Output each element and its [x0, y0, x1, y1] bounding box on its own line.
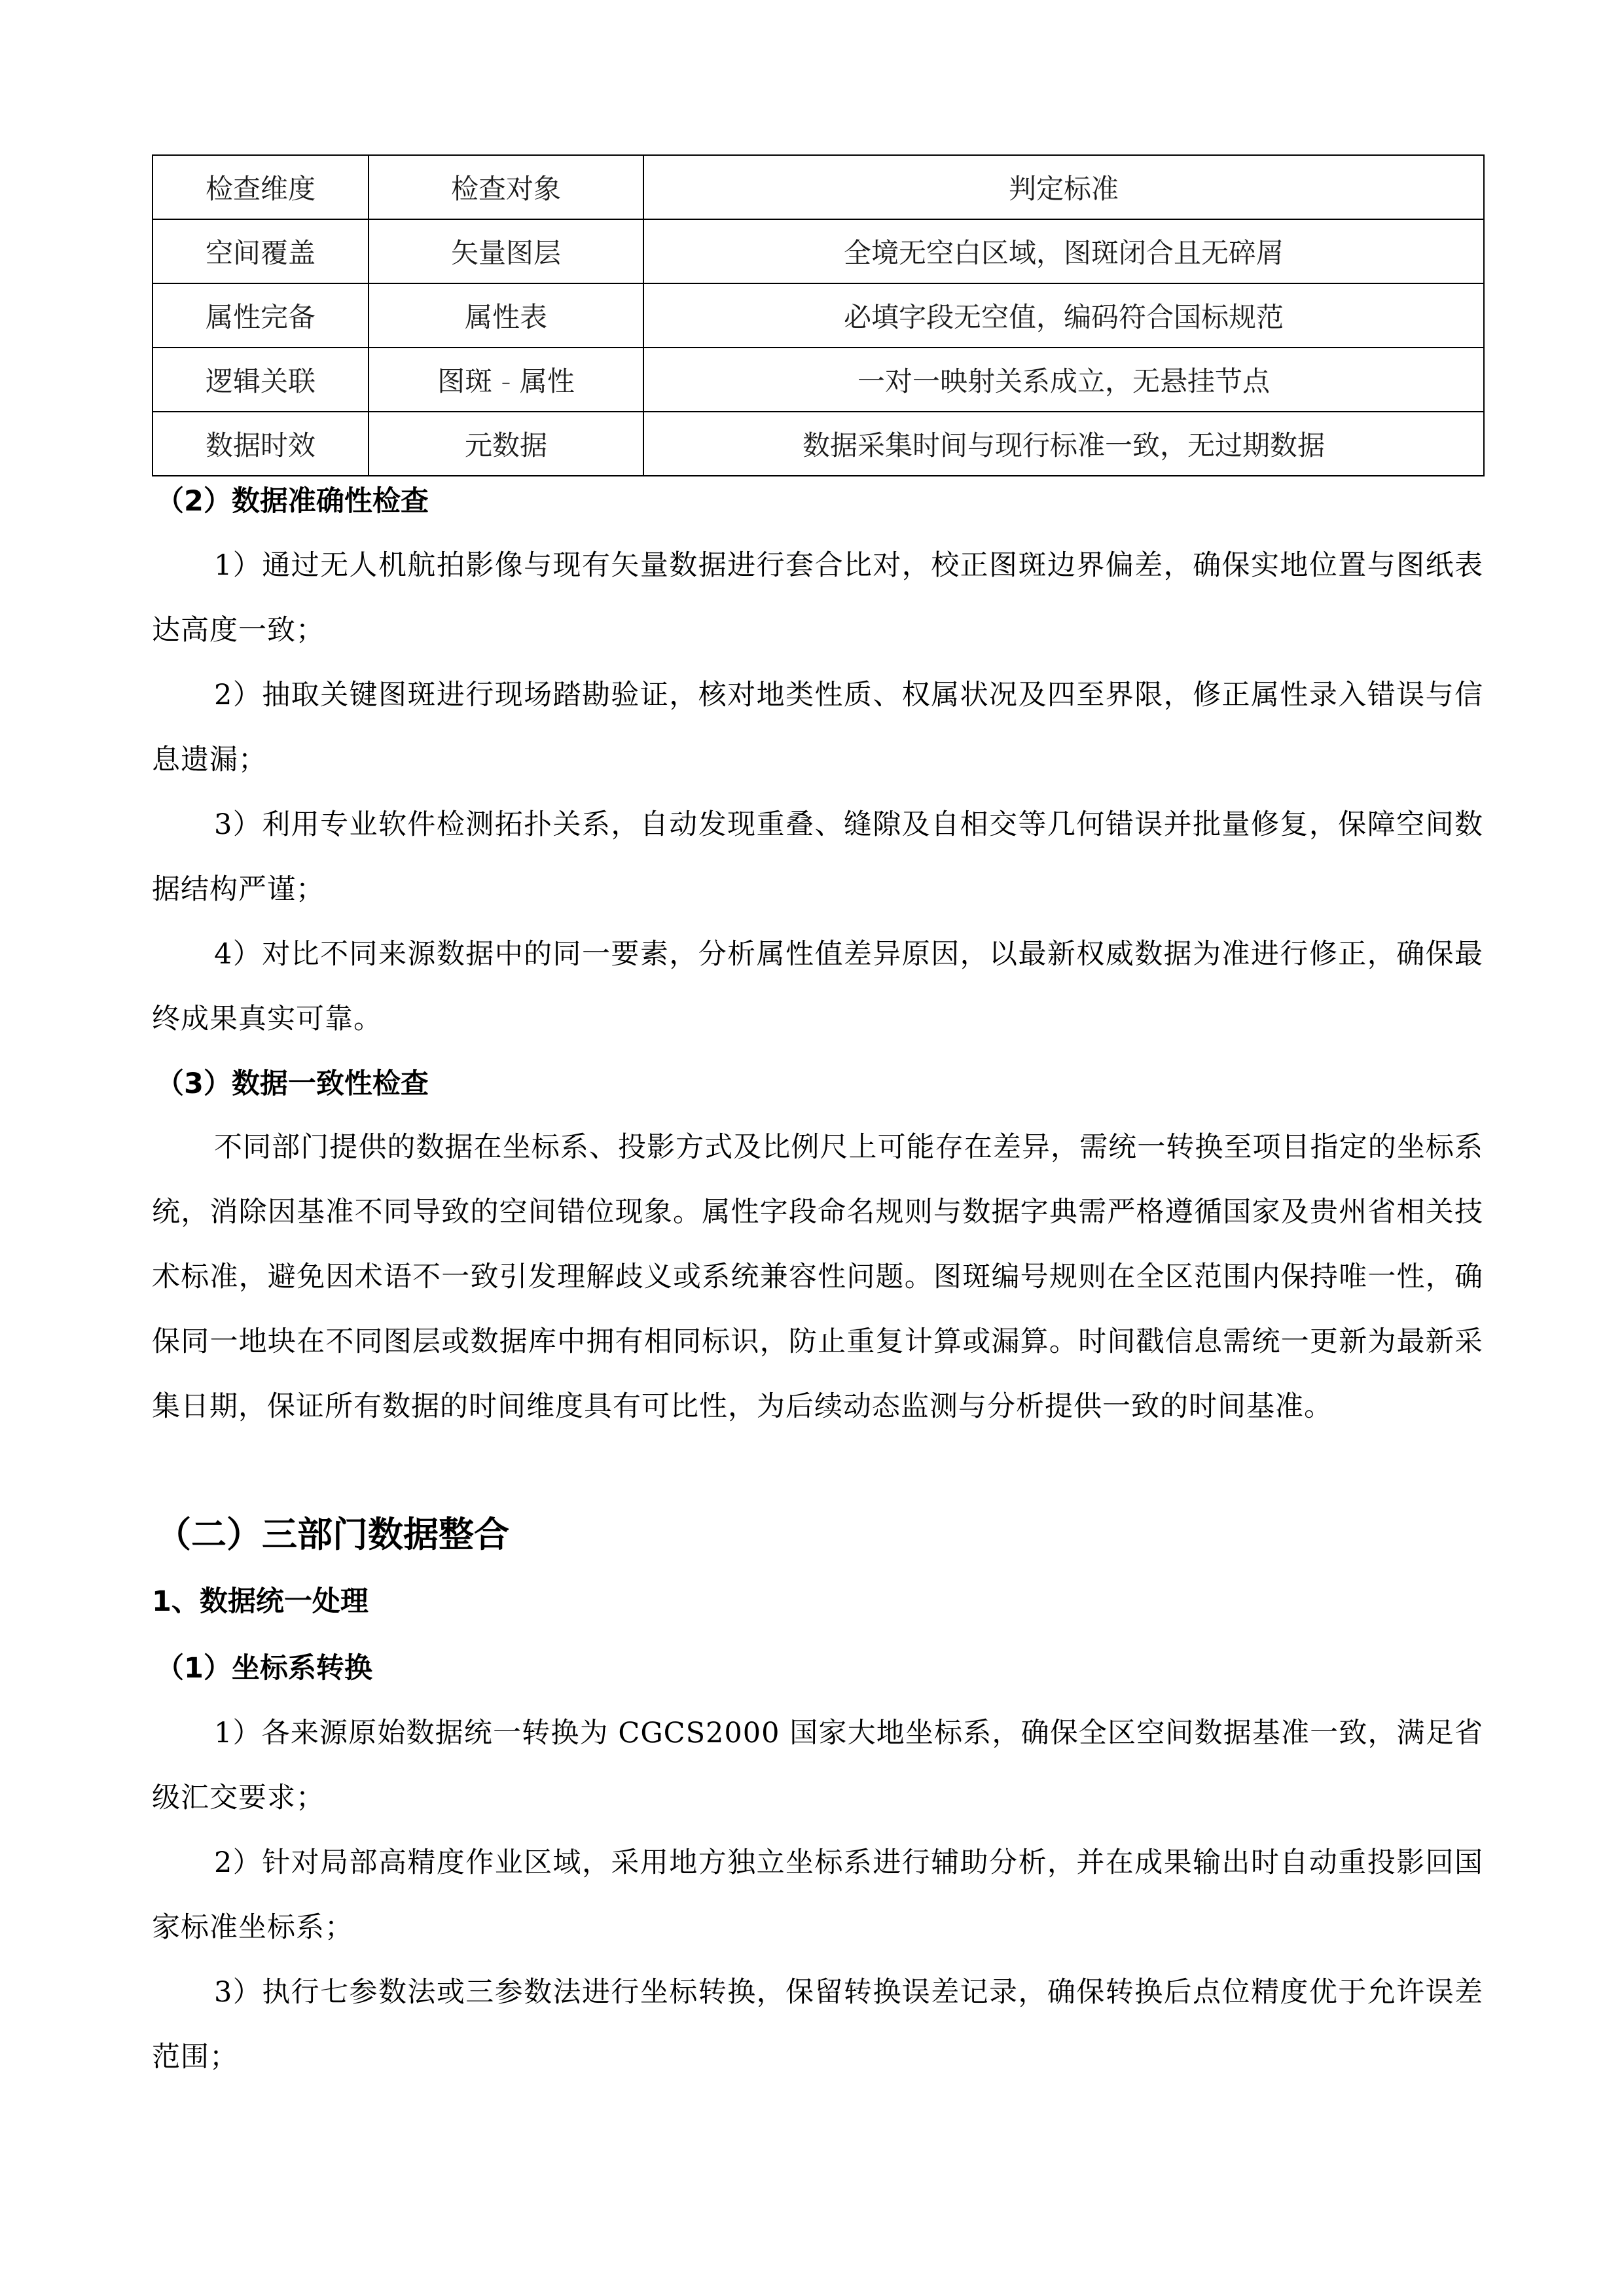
table-header-cell: 检查对象	[369, 155, 643, 219]
table-cell: 图斑 - 属性	[369, 348, 643, 412]
consistency-body: 不同部门提供的数据在坐标系、投影方式及比例尺上可能存在差异，需统一转换至项目指定的坐标系统，消除因基准不同导致的空间错位现象。属性字段命名规则与数据字典需严格遵循国家及贵州省相关技术标准，避免因术语不一致引发理解歧义或系统兼容性问题。图斑编号规则在全区范围内保持唯一性，确保同一地块在不同图层或数据库中拥有相同标识，防止重复计算或漏算。时间戳信息需统一更新为最新采集日期，保证所有数据的时间维度具有可比性，为后续动态监测与分析提供一致的时间基准。	[152, 1131, 1483, 1423]
accuracy-item-2: 2）抽取关键图斑进行现场踏勘验证，核对地类性质、权属状况及四至界限，修正属性录入错误与信息遗漏；	[152, 679, 1483, 776]
section-heading-consistency: （3）数据一致性检查	[156, 1067, 429, 1100]
table-row	[153, 412, 1484, 476]
subheading-coordinate-conversion: （1）坐标系转换	[156, 1652, 372, 1685]
table-cell: 一对一映射关系成立，无悬挂节点	[643, 348, 1484, 412]
table-cell: 属性完备	[153, 283, 369, 348]
accuracy-item-4: 4）对比不同来源数据中的同一要素，分析属性值差异原因，以最新权威数据为准进行修正，确保最终成果真实可靠。	[152, 938, 1483, 1035]
coord-item-2: 2）针对局部高精度作业区域，采用地方独立坐标系进行辅助分析，并在成果输出时自动重投影回国家标准坐标系；	[152, 1846, 1483, 1944]
table-cell: 逻辑关联	[153, 348, 369, 412]
table-cell: 属性表	[369, 283, 643, 348]
accuracy-item-1: 1）通过无人机航拍影像与现有矢量数据进行套合比对，校正图斑边界偏差，确保实地位置与图纸表达高度一致；	[152, 549, 1483, 647]
table-row	[153, 283, 1484, 348]
table-cell: 必填字段无空值，编码符合国标规范	[643, 283, 1484, 348]
table-cell: 空间覆盖	[153, 219, 369, 283]
accuracy-item-3: 3）利用专业软件检测拓扑关系，自动发现重叠、缝隙及自相交等几何错误并批量修复，保障空间数据结构严谨；	[152, 808, 1483, 906]
table-cell: 矢量图层	[369, 219, 643, 283]
table-cell: 数据采集时间与现行标准一致，无过期数据	[643, 412, 1484, 476]
table-cell: 数据时效	[153, 412, 369, 476]
subheading-unified-processing: 1、数据统一处理	[152, 1585, 369, 1618]
table-row	[153, 219, 1484, 283]
table-header-cell: 检查维度	[153, 155, 369, 219]
inspection-table	[152, 154, 1485, 476]
section-heading-integration: （二）三部门数据整合	[156, 1514, 509, 1555]
coord-item-3: 3）执行七参数法或三参数法进行坐标转换，保留转换误差记录，确保转换后点位精度优于允许误差范围；	[152, 1976, 1483, 2073]
table-header-cell: 判定标准	[643, 155, 1484, 219]
section-heading-accuracy: （2）数据准确性检查	[156, 485, 429, 518]
table-header-row	[153, 155, 1484, 219]
coord-item-1: 1）各来源原始数据统一转换为 CGCS2000 国家大地坐标系，确保全区空间数据基准一致，满足省级汇交要求；	[152, 1717, 1483, 1814]
table-cell: 全境无空白区域，图斑闭合且无碎屑	[643, 219, 1484, 283]
table-cell: 元数据	[369, 412, 643, 476]
table-row	[153, 348, 1484, 412]
